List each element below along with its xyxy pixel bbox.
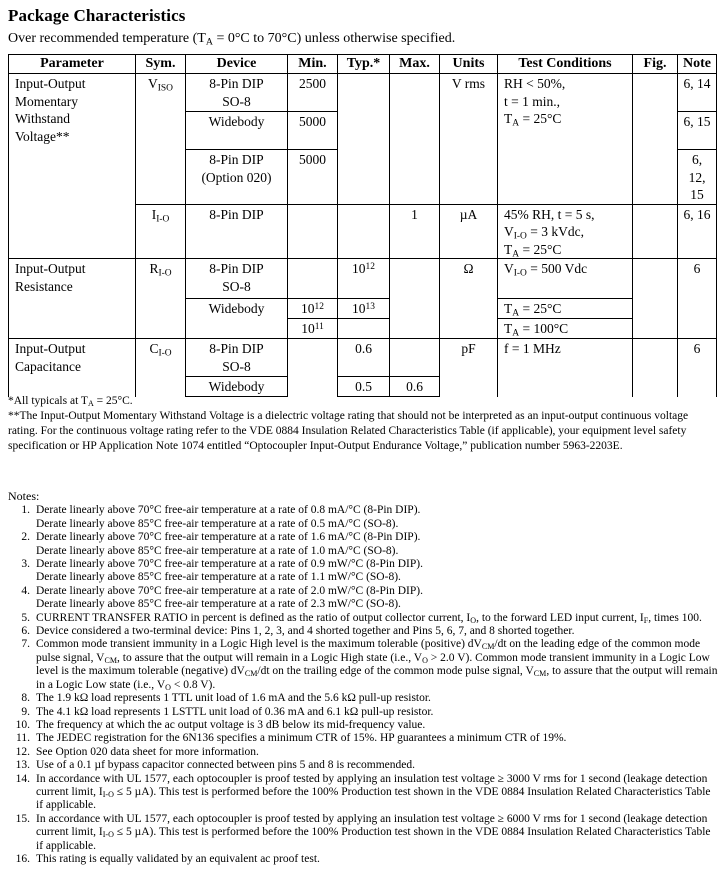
note-line: Derate linearly above 70°C free-air temperature at a rate of 2.0 mW/°C (8-Pin DIP).: [36, 584, 423, 597]
note-sub: O: [422, 655, 428, 665]
cond-text: = 100°C: [519, 321, 569, 336]
cond-sub: A: [512, 328, 520, 339]
typ-cell: [338, 299, 390, 319]
symbol-iio: [136, 204, 186, 259]
footnote-typicals: [8, 394, 720, 409]
note-sub: CM: [244, 669, 258, 679]
max-cell: [390, 339, 440, 377]
note-span: Common mode transient immunity in a Logic High level is the maximum tolerable (positive) dV: [36, 638, 482, 651]
min-cell: 2500: [288, 74, 338, 112]
cond-sub: A: [512, 308, 520, 319]
typ-cell: [338, 319, 390, 339]
note-number: 1.: [21, 504, 30, 517]
note-text: The 1.9 kΩ load represents 1 TTL unit load of 1.6 mA and the 5.6 kΩ pull-up resistor.: [36, 692, 431, 705]
header-fig: Fig.: [633, 55, 678, 74]
note-item: [8, 853, 720, 866]
note-text: [36, 585, 720, 612]
fig-cell: [633, 74, 678, 205]
device-cell: 8-Pin DIP: [186, 204, 288, 259]
note-item: [8, 612, 720, 625]
note-item: [8, 692, 720, 705]
cond-text: T: [504, 321, 513, 336]
units-cell: V rms: [440, 74, 498, 205]
symbol-main: R: [149, 261, 159, 276]
note-text: See Option 020 data sheet for more information.: [36, 745, 259, 758]
note-cell: 6: [678, 259, 717, 339]
note-span: CURRENT TRANSFER RATIO in percent is defined as the ratio of output collector current, I: [36, 611, 471, 624]
cond-text: = 3 kVdc,: [526, 224, 584, 239]
condition-line: t = 1 min.,: [504, 93, 560, 109]
test-conditions-cell: [498, 319, 633, 339]
typ-exponent: 12: [365, 262, 375, 273]
header-parameter: Parameter: [9, 55, 136, 74]
device-line: 8-Pin DIP: [209, 261, 264, 276]
cond-text: = 25°C: [519, 301, 562, 316]
min-cell: [288, 259, 338, 299]
note-number: 9.: [21, 705, 30, 718]
symbol-sub: I-O: [156, 213, 170, 224]
note-item: [8, 558, 720, 585]
min-exponent: 12: [314, 302, 324, 313]
note-number: 12.: [15, 745, 30, 758]
table-header-row: [9, 55, 717, 74]
symbol-viso: [136, 74, 186, 205]
note-span: , times 100.: [648, 611, 702, 624]
note-cell: 6, 14: [678, 74, 717, 112]
note-item: [8, 638, 720, 692]
note-number: 6.: [21, 625, 30, 638]
device-cell: [186, 74, 288, 112]
device-cell: Widebody: [186, 112, 288, 150]
min-cell: [288, 204, 338, 259]
condition-line: [504, 223, 628, 241]
note-number: 5.: [21, 611, 30, 624]
symbol-main: I: [151, 206, 157, 222]
device-cell: [186, 339, 288, 377]
typ-exponent: 13: [365, 302, 375, 313]
header-units: Units: [440, 55, 498, 74]
note-line: 15: [690, 187, 704, 202]
note-item: [8, 706, 720, 719]
header-sym: Sym.: [136, 55, 186, 74]
note-span: /dt on the trailing edge of the common mode pulse signal, V: [257, 665, 534, 678]
typ-cell: [338, 259, 390, 299]
note-number: 15.: [15, 812, 30, 825]
device-cell: [186, 259, 288, 299]
fig-cell: [633, 339, 678, 397]
max-cell: [390, 74, 440, 205]
subtitle-text: Over recommended temperature (T: [8, 31, 206, 46]
notes-header: Notes:: [8, 489, 40, 503]
header-typ: Typ.*: [338, 55, 390, 74]
package-characteristics-table: [8, 54, 717, 397]
typ-cell: [338, 74, 390, 205]
note-sub: CM: [533, 669, 547, 679]
device-line: 8-Pin DIP: [209, 76, 264, 91]
symbol-rio: [136, 259, 186, 339]
header-max: Max.: [390, 55, 440, 74]
note-number: 11.: [16, 732, 30, 745]
symbol-sub: I-O: [158, 348, 172, 359]
device-line: SO-8: [222, 278, 251, 294]
cond-sub: A: [512, 118, 520, 129]
note-cell: 6, 15: [678, 112, 717, 150]
note-text: [36, 504, 720, 531]
note-line: Derate linearly above 70°C free-air temperature at a rate of 0.8 mA/°C (8-Pin DIP).: [36, 504, 421, 517]
typ-base: 10: [352, 301, 366, 316]
test-conditions-cell: [498, 259, 633, 299]
note-span: , to assure that the output will remain in a Logic High state (i.e., V: [117, 651, 423, 664]
max-cell: 1: [390, 204, 440, 259]
note-span: ≤ 5 µA). This test is performed before the 100% Production test shown in the VDE 0884 Insulation Related Characteristics Table if applicable.: [36, 826, 711, 852]
param-line: Capacitance: [15, 358, 81, 374]
note-cell: 6, 16: [678, 204, 717, 259]
cond-text: T: [504, 301, 513, 316]
param-line: Voltage**: [15, 128, 70, 144]
typ-cell: [338, 204, 390, 259]
cond-text: = 25°C: [519, 241, 562, 257]
typ-cell: 0.5: [338, 377, 390, 397]
header-device: Device: [186, 55, 288, 74]
note-span: In accordance with UL 1577, each optocoupler is proof tested by applying an insulation test voltage ≥ 6000 V rms for 1 second (leakage detection current limit, I: [36, 812, 708, 839]
table-row: [9, 339, 717, 377]
cond-sub: I-O: [513, 231, 527, 242]
footnote-sub: A: [87, 399, 94, 408]
note-line: Derate linearly above 85°C free-air temperature at a rate of 2.3 mW/°C (SO-8).: [36, 598, 401, 611]
note-number: 10.: [15, 718, 30, 731]
param-line: Withstand: [15, 111, 70, 126]
test-conditions-cell: [498, 74, 633, 205]
note-item: [8, 759, 720, 772]
table-footnotes: [8, 394, 720, 454]
device-cell: Widebody: [186, 377, 288, 397]
param-line: Input-Output: [15, 341, 86, 356]
note-item: [8, 531, 720, 558]
max-cell: [390, 259, 440, 339]
footnote-text: = 25°C.: [93, 395, 133, 407]
note-span: > 2.0 V). Common mode transient immunity in a Logic Low level is the maximum tolerable (negative) dV: [36, 651, 710, 678]
param-line: Input-Output: [15, 261, 86, 276]
note-item: [8, 813, 720, 853]
note-text: [36, 773, 720, 813]
symbol-main: V: [148, 76, 158, 91]
section-subtitle: [8, 31, 455, 47]
test-conditions-cell: [498, 299, 633, 319]
min-exponent: 11: [314, 322, 324, 333]
note-sub: F: [643, 615, 649, 625]
device-line: 8-Pin DIP: [209, 341, 264, 356]
min-cell: [288, 339, 338, 397]
cond-text: T: [504, 111, 513, 126]
note-sub: I-O: [102, 830, 114, 840]
note-number: 4.: [21, 584, 30, 597]
min-cell: 5000: [288, 112, 338, 150]
units-cell: Ω: [440, 259, 498, 339]
table-row: [9, 74, 717, 112]
note-text: [36, 531, 720, 558]
note-text: Use of a 0.1 µf bypass capacitor connected between pins 5 and 8 is recommended.: [36, 759, 415, 772]
note-line: Derate linearly above 85°C free-air temperature at a rate of 0.5 mA/°C (SO-8).: [36, 517, 399, 530]
param-withstand-voltage: [9, 74, 136, 259]
device-line: (Option 020): [201, 169, 272, 185]
note-text: [36, 612, 720, 625]
test-conditions-cell: [498, 204, 633, 259]
device-line: 8-Pin DIP: [209, 152, 264, 167]
symbol-sub: I-O: [158, 268, 172, 279]
note-number: 14.: [15, 772, 30, 785]
note-cell: [678, 150, 717, 205]
condition-line: 45% RH, t = 5 s,: [504, 206, 595, 222]
typ-cell: 0.6: [338, 339, 390, 377]
note-line: Derate linearly above 70°C free-air temperature at a rate of 0.9 mW/°C (8-Pin DIP).: [36, 558, 423, 571]
note-number: 16.: [15, 852, 30, 865]
test-conditions-cell: f = 1 MHz: [498, 339, 633, 397]
note-cell: 6: [678, 339, 717, 397]
units-cell: pF: [440, 339, 498, 397]
device-cell: Widebody: [186, 299, 288, 339]
section-title: Package Characteristics: [8, 6, 186, 25]
note-span: , to the forward LED input current, I: [476, 611, 644, 624]
min-cell: [288, 299, 338, 319]
min-base: 10: [301, 321, 315, 336]
note-sub: CM: [104, 655, 117, 665]
note-text: This rating is equally validated by an equivalent ac proof test.: [36, 852, 320, 865]
footnote-text: *All typicals at T: [8, 395, 88, 407]
header-note: Note: [678, 55, 717, 74]
note-number: 2.: [21, 531, 30, 544]
note-text: The JEDEC registration for the 6N136 specifies a minimum CTR of 15%. HP guarantees a minimum CTR of 19%.: [36, 732, 567, 745]
header-test-conditions: Test Conditions: [498, 55, 633, 74]
device-line: SO-8: [222, 93, 251, 109]
min-cell: 5000: [288, 150, 338, 205]
fig-cell: [633, 259, 678, 339]
cond-text: T: [504, 241, 513, 257]
note-span: ≤ 5 µA). This test is performed before the 100% Production test shown in the VDE 0884 Insulation Related Characteristics Table if applicable.: [36, 785, 711, 812]
note-text: The 4.1 kΩ load represents 1 LSTTL unit load of 0.36 mA and 6.1 kΩ pull-up resistor.: [36, 705, 434, 718]
notes-section: [8, 490, 720, 866]
max-cell: 0.6: [390, 377, 440, 397]
subtitle-text-end: = 0°C to 70°C) unless otherwise specified.: [212, 31, 456, 46]
note-text: Device considered a two-terminal device: Pins 1, 2, 3, and 4 shorted together and Pins 5, 6, 7, and 8 shorted together.: [36, 625, 575, 638]
typ-base: 10: [352, 261, 366, 276]
note-sub: CM: [481, 642, 495, 652]
note-number: 13.: [15, 759, 30, 772]
min-cell: [288, 319, 338, 339]
note-text: The frequency at which the ac output voltage is 3 dB below its mid-frequency value.: [36, 718, 426, 731]
table-row: [9, 259, 717, 299]
fig-cell: [633, 204, 678, 259]
device-cell: [186, 150, 288, 205]
note-item: [8, 719, 720, 732]
note-text: [36, 813, 720, 853]
min-base: 10: [301, 301, 315, 316]
param-capacitance: [9, 339, 136, 397]
cond-sub: A: [512, 248, 520, 259]
param-resistance: [9, 259, 136, 339]
subtitle-subscript: A: [205, 36, 213, 48]
note-sub: O: [470, 615, 477, 625]
header-min: Min.: [288, 55, 338, 74]
cond-text: V: [504, 261, 514, 276]
note-text: [36, 558, 720, 585]
note-span: , to assure that the output will remain in a Logic Low state (i.e., V: [36, 665, 718, 691]
note-text: [36, 638, 720, 692]
symbol-sub: ISO: [157, 83, 173, 94]
cond-text: = 25°C: [519, 111, 562, 126]
param-line: Resistance: [15, 278, 73, 294]
units-cell: µA: [440, 204, 498, 259]
note-line: Derate linearly above 70°C free-air temperature at a rate of 1.6 mA/°C (8-Pin DIP).: [36, 531, 421, 544]
note-number: 8.: [21, 692, 30, 705]
note-line: Derate linearly above 85°C free-air temperature at a rate of 1.1 mW/°C (SO-8).: [36, 571, 401, 584]
symbol-cio: [136, 339, 186, 397]
param-line: Momentary: [15, 93, 78, 109]
param-line: Input-Output: [15, 76, 86, 91]
note-item: [8, 732, 720, 745]
note-sub: I-O: [102, 789, 114, 799]
cond-text: V: [504, 224, 514, 239]
device-line: SO-8: [222, 358, 251, 374]
note-line: 6, 12,: [688, 152, 706, 185]
note-item: [8, 746, 720, 759]
note-item: [8, 585, 720, 612]
cond-text: = 500 Vdc: [526, 261, 588, 276]
note-span: < 0.8 V).: [170, 678, 216, 691]
note-item: [8, 504, 720, 531]
note-span: In accordance with UL 1577, each optocoupler is proof tested by applying an insulation test voltage ≥ 3000 V rms for 1 second (leakage detection current limit, I: [36, 772, 708, 798]
condition-line: RH < 50%,: [504, 76, 566, 91]
condition-line: [504, 241, 628, 259]
cond-sub: I-O: [513, 268, 527, 279]
note-line: Derate linearly above 85°C free-air temperature at a rate of 1.0 mA/°C (SO-8).: [36, 544, 399, 557]
footnote-withstand: **The Input-Output Momentary Withstand Voltage is a dielectric voltage rating that should not be interpreted as an input-output continuous voltage rating. For the continuous voltage rating refer to the VDE 0884 Insulation Related Characteristics Table (if applicable), your equipment level safety specification or HP Application Note 1074 entitled “Optocoupler Input-Output Endurance Voltage,” publication number 5963-2203E.: [8, 410, 689, 452]
symbol-main: C: [149, 341, 159, 356]
condition-line: [504, 110, 628, 128]
note-number: 3.: [21, 558, 30, 571]
note-item: [8, 773, 720, 813]
note-number: 7.: [21, 638, 30, 651]
note-span: /dt on the leading edge of the common mode pulse signal, V: [36, 638, 701, 664]
note-sub: O: [165, 682, 171, 692]
note-item: [8, 625, 720, 638]
